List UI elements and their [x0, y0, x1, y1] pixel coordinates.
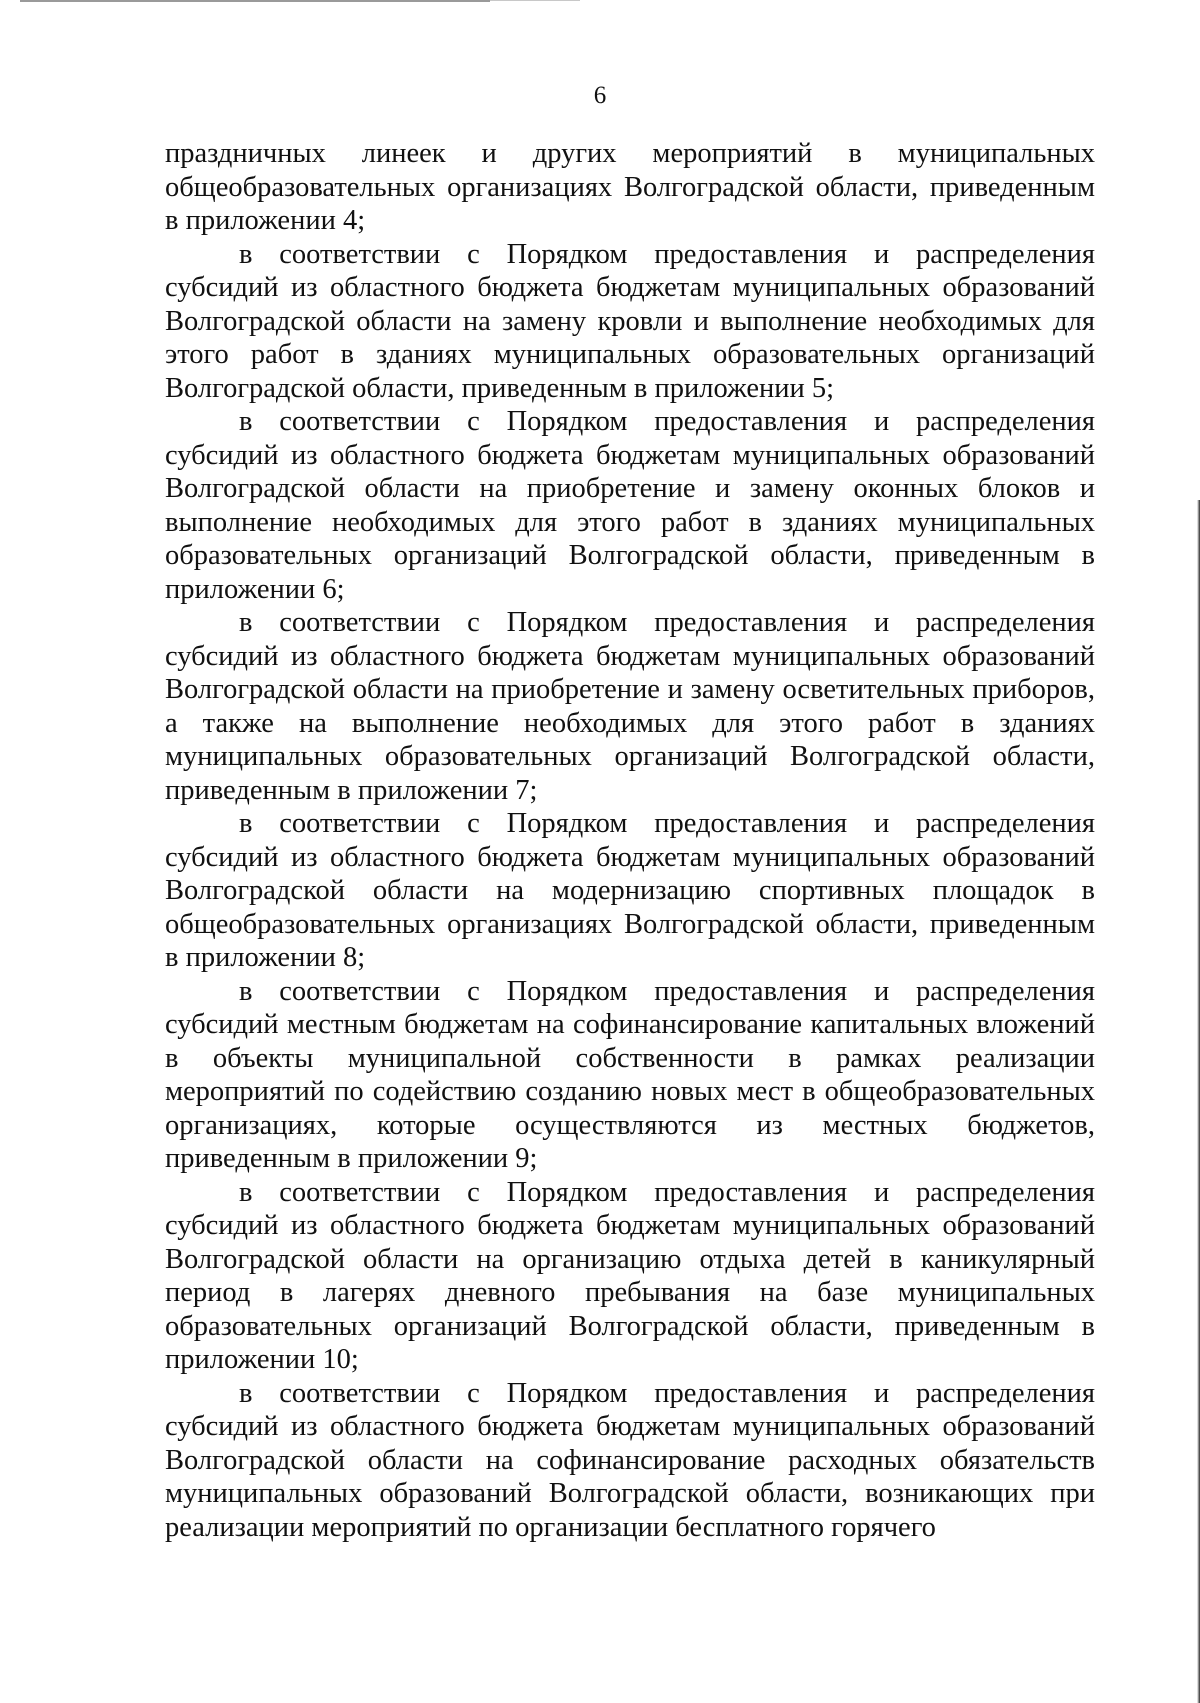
paragraph-continuation: праздничных линеек и других мероприятий в муниципальных общеобразовательных организациях Волгоградской области, приведенным в приложении 4;	[165, 138, 1095, 236]
paragraph-appendix-6: в соответствии с Порядком предоставления и распределения субсидий из областного бюджета бюджетам муниципальных образований Волгоградской области на приобретение и замену оконных блоков и выполнение необходимых для этого работ в зданиях муниципальных образовательных организаций Волгоградской области, приведенным в приложении 6;	[165, 406, 1095, 605]
paragraph-appendix-7: в соответствии с Порядком предоставления и распределения субсидий из областного бюджета бюджетам муниципальных образований Волгоградской области на приобретение и замену осветительных приборов, а также на выполнение необходимых для этого работ в зданиях муниципальных образовательных организаций Волгоградской области, приведенным в приложении 7;	[165, 607, 1095, 806]
scan-edge-top	[20, 0, 490, 2]
paragraph-appendix-5: в соответствии с Порядком предоставления и распределения субсидий из областного бюджета бюджетам муниципальных образований Волгоградской области на замену кровли и выполнение необходимых для этого работ в зданиях муниципальных образовательных организаций Волгоградской области, приведенным в приложении 5;	[165, 238, 1095, 404]
paragraph-appendix-8: в соответствии с Порядком предоставления и распределения субсидий из областного бюджета бюджетам муниципальных образований Волгоградской области на модернизацию спортивных площадок в общеобразовательных организациях Волгоградской области, приведенным в приложении 8;	[165, 808, 1095, 973]
paragraph-hot-meals: в соответствии с Порядком предоставления и распределения субсидий из областного бюджета бюджетам муниципальных образований Волгоградской области на софинансирование расходных обязательств муниципальных образований Волгоградской области, возникающих при реализации мероприятий по организации бесплатного горячего	[165, 1377, 1095, 1543]
paragraph-appendix-9: в соответствии с Порядком предоставления и распределения субсидий местным бюджетам на софинансирование капитальных вложений в объекты муниципальной собственности в рамках реализации мероприятий по содействию созданию новых мест в общеобразовательных организациях, которые осуществляются из местных бюджетов, приведенным в приложении 9;	[165, 975, 1095, 1174]
scan-edge-top-faint	[490, 0, 580, 1]
page-number: 6	[593, 82, 607, 109]
paragraph-appendix-10: в соответствии с Порядком предоставления и распределения субсидий из областного бюджета бюджетам муниципальных образований Волгоградской области на организацию отдыха детей в каникулярный период в лагерях дневного пребывания на базе муниципальных образовательных организаций Волгоградской области, приведенным в приложении 10;	[165, 1176, 1095, 1375]
document-body	[165, 137, 1095, 1544]
